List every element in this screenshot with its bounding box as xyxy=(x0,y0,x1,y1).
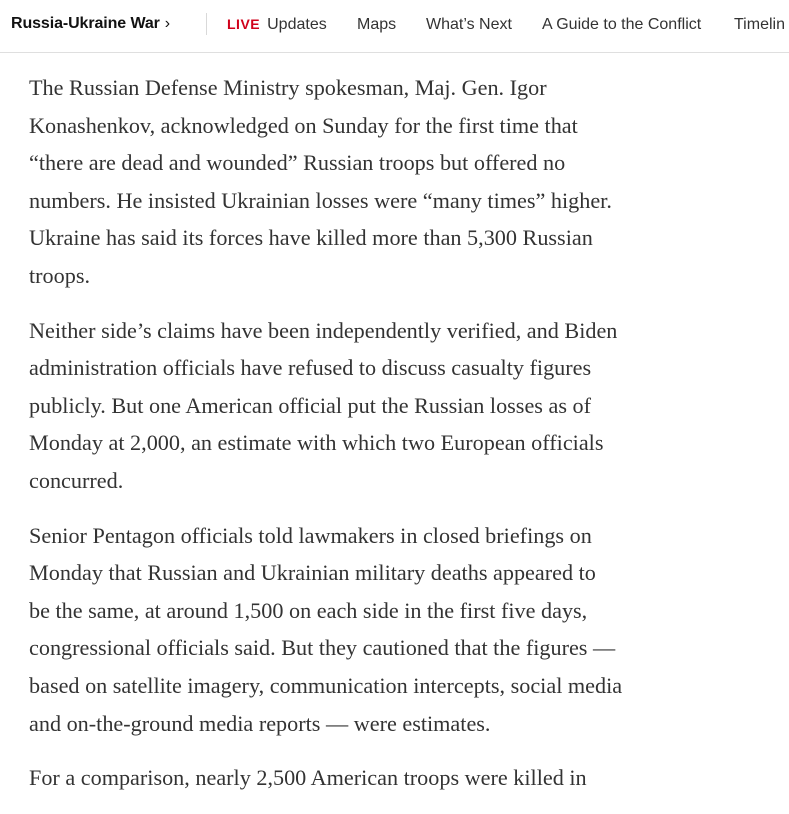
paragraph-line: Konashenkov, acknowledged on Sunday for the first time that xyxy=(29,112,578,138)
nav-item-label: A Guide to the Conflict xyxy=(542,16,702,33)
nav-item-timeline[interactable] xyxy=(734,16,785,34)
nav-item-maps[interactable] xyxy=(357,16,396,34)
paragraph-line: The Russian Defense Ministry spokesman, Maj. Gen. Igor xyxy=(29,75,547,100)
nav-item-whats-next[interactable] xyxy=(426,16,512,34)
article-paragraph xyxy=(29,69,781,295)
paragraph-line: Neither side’s claims have been independently verified, and Biden xyxy=(29,317,618,343)
section-link-russia-ukraine-war[interactable] xyxy=(11,15,170,33)
nav-item-label: Timelin xyxy=(734,16,785,33)
paragraph-line: concurred. xyxy=(29,467,124,493)
live-badge: LIVE xyxy=(227,16,261,32)
paragraph-line: Senior Pentagon officials told lawmakers in closed briefings on xyxy=(29,522,592,548)
nav-item-label: Maps xyxy=(357,16,397,33)
nav-item-label: What’s Next xyxy=(426,16,512,33)
article-paragraph xyxy=(29,759,781,797)
nav-item-guide-to-conflict[interactable] xyxy=(542,16,701,34)
paragraph-line: based on satellite imagery, communication intercepts, social media xyxy=(29,672,623,698)
paragraph-line: be the same, at around 1,500 on each side in the first five days, xyxy=(29,597,588,623)
article-paragraph xyxy=(29,517,781,743)
paragraph-line: congressional officials said. But they cautioned that the figures — xyxy=(29,635,616,661)
nav-item-live-updates[interactable] xyxy=(227,16,327,34)
article-paragraph xyxy=(29,312,781,500)
top-navigation-bar xyxy=(0,0,789,53)
paragraph-line: administration officials have refused to discuss casualty figures xyxy=(29,355,592,381)
paragraph-line: publicly. But one American official put the Russian losses as of xyxy=(29,392,591,418)
paragraph-line: “there are dead and wounded” Russian troops but offered no xyxy=(29,150,566,176)
paragraph-line: Monday that Russian and Ukrainian military deaths appeared to xyxy=(29,560,596,586)
paragraph-line: Monday at 2,000, an estimate with which two European officials xyxy=(29,430,604,456)
paragraph-line: numbers. He insisted Ukrainian losses were “many times” higher. xyxy=(29,187,612,213)
chevron-right-icon: › xyxy=(164,15,171,32)
paragraph-line: and on-the-ground media reports — were estimates. xyxy=(29,710,491,736)
paragraph-line: troops. xyxy=(29,262,91,288)
section-label: Russia-Ukraine War xyxy=(11,15,160,32)
article-body xyxy=(29,69,781,814)
nav-item-label: Updates xyxy=(267,16,327,33)
paragraph-line: For a comparison, nearly 2,500 American troops were killed in xyxy=(29,765,587,791)
nav-divider xyxy=(206,13,207,35)
paragraph-line: Ukraine has said its forces have killed more than 5,300 Russian xyxy=(29,225,593,251)
